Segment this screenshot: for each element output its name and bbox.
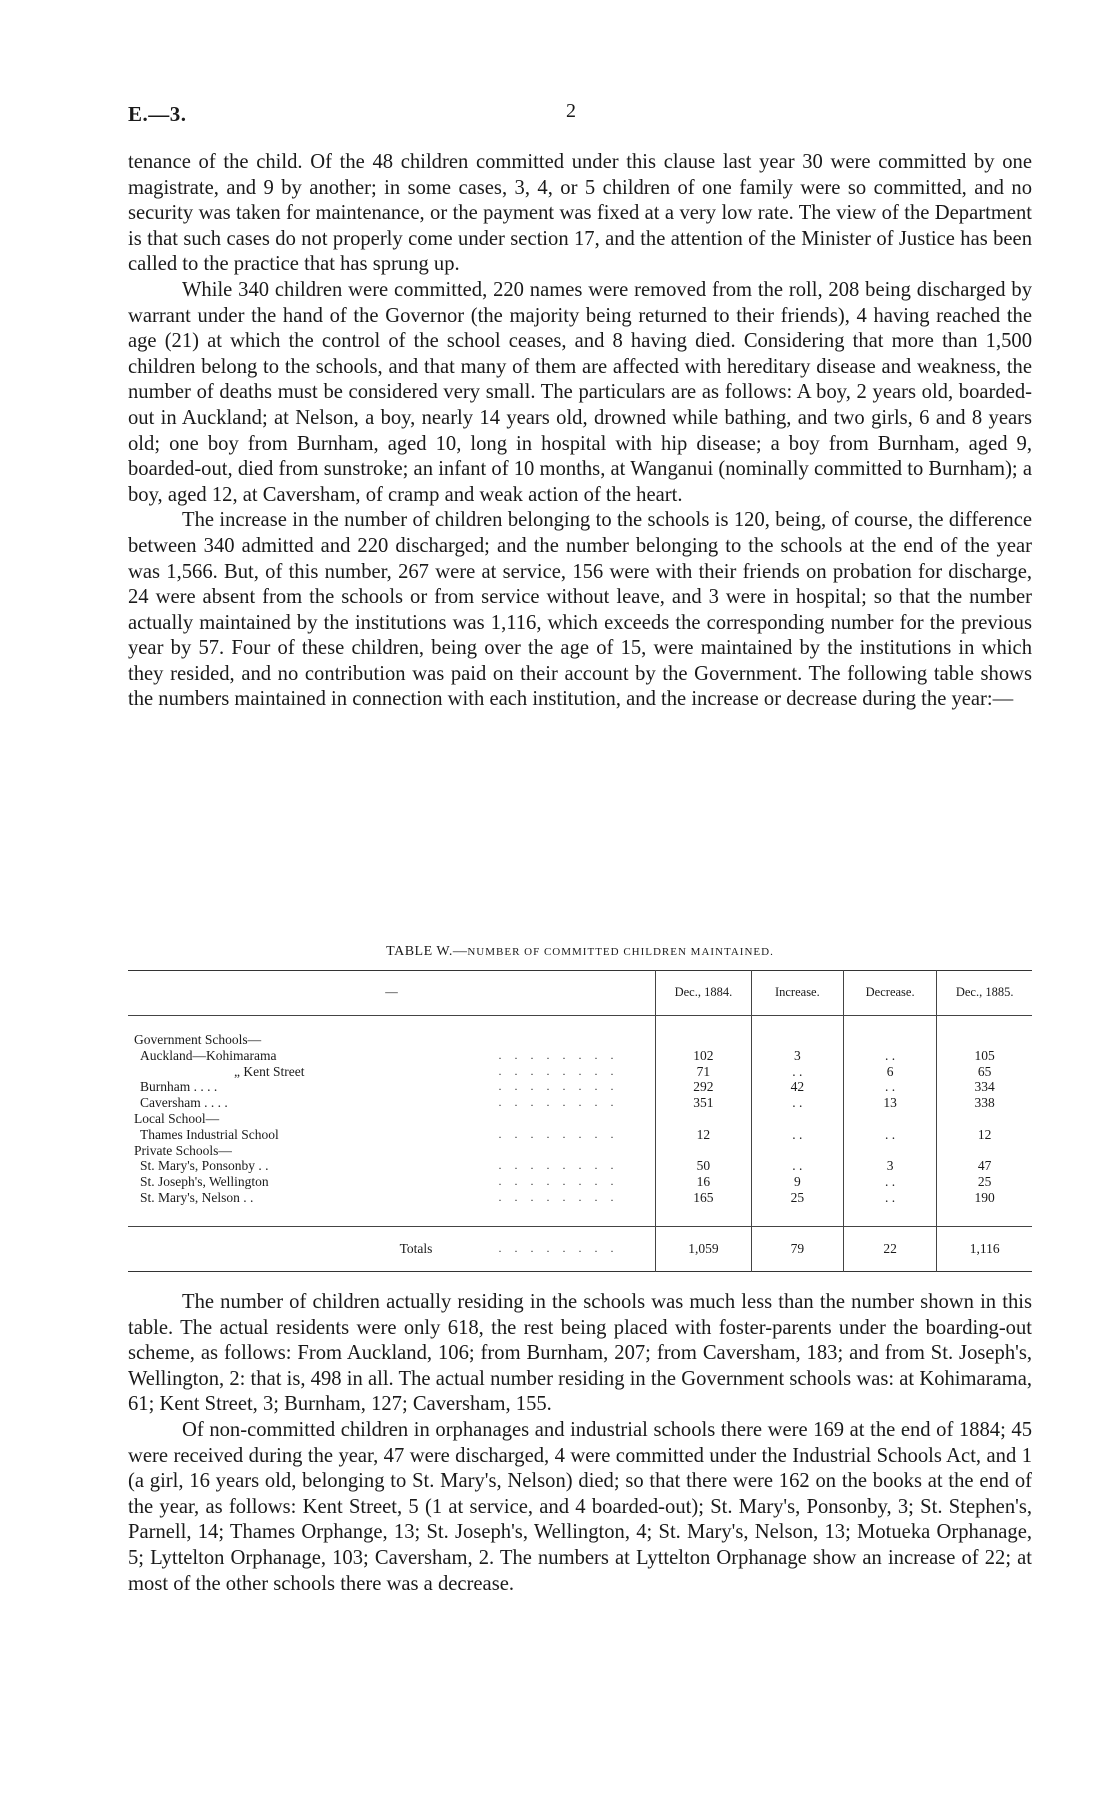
row-label: „ Kent Street	[234, 1063, 305, 1079]
table-row	[128, 1143, 1032, 1159]
leader-dots: . . . . . . . .	[498, 1174, 619, 1189]
text-block-top	[128, 150, 1032, 713]
cell-dec-1884	[656, 1032, 752, 1048]
cell-increase: 25	[751, 1190, 843, 1206]
paragraph: tenance of the child. Of the 48 children committed under this clause last year 30 were committed by one magistrate, and 9 by another; in some cases, 3, 4, or 5 children of one family were so committed, and no security was taken for maintenance, or the payment was fixed at a very low rate. The view of the Department is that such cases do not properly come under section 17, and the attention of the Minister of Justice has been called to the practice that has sprung up.	[128, 151, 1032, 276]
table-spacer-row	[128, 1206, 1032, 1227]
cell-dec-1884	[656, 1143, 752, 1159]
total-increase: 79	[751, 1226, 843, 1271]
cell-increase	[751, 1032, 843, 1048]
leader-dots: . . . . . . . .	[498, 1047, 619, 1062]
table-caption	[128, 944, 1032, 960]
column-header-increase: Increase.	[751, 971, 843, 1016]
table-row	[128, 1064, 1032, 1080]
cell-decrease	[843, 1143, 936, 1159]
table-totals	[128, 1226, 1032, 1271]
cell-dec-1885: 334	[937, 1079, 1032, 1095]
series-reference: E.—3.	[128, 102, 187, 126]
row-label: St. Mary's, Nelson . .	[140, 1189, 254, 1205]
total-dec-1885: 1,116	[937, 1226, 1032, 1271]
row-label: Caversham . . . .	[140, 1095, 228, 1111]
column-header-dec-1884: Dec., 1884.	[656, 971, 752, 1016]
cell-dec-1885	[937, 1032, 1032, 1048]
table-spacer-row	[128, 1016, 1032, 1033]
cell-increase: . .	[751, 1158, 843, 1174]
table-row	[128, 1111, 1032, 1127]
cell-increase: 9	[751, 1174, 843, 1190]
table-row	[128, 1079, 1032, 1095]
cell-increase	[751, 1111, 843, 1127]
paragraph: The increase in the number of children belonging to the schools is 120, being, of course, the difference between 340 admitted and 220 discharged; and the number belonging to the schools at the end of the year was 1,566. But, of this number, 267 were at service, 156 were with their friends on probation for discharge, 24 were absent from the schools or from service without leave, and 3 were in hospital; so that the number actually maintained by the institutions was 1,116, which exceeds the corresponding number for the previous year by 57. Four of these children, being over the age of 15, were maintained by the institutions in which they resided, and no contribution was paid on their account by the Government. The following table shows the numbers maintained in connection with each institution, and the increase or decrease during the year:—	[128, 509, 1032, 711]
table-row	[128, 1158, 1032, 1174]
leader-dots	[492, 1032, 655, 1048]
cell-increase: . .	[751, 1095, 843, 1111]
row-label: Local School—	[134, 1110, 220, 1126]
leader-dots: . . . . . . . .	[498, 1158, 619, 1173]
cell-decrease: . .	[843, 1079, 936, 1095]
cell-decrease: . .	[843, 1174, 936, 1190]
cell-dec-1885: 25	[937, 1174, 1032, 1190]
cell-increase: . .	[751, 1064, 843, 1080]
cell-dec-1884: 71	[656, 1064, 752, 1080]
row-label: St. Mary's, Ponsonby . .	[140, 1158, 269, 1174]
cell-decrease: . .	[843, 1190, 936, 1206]
paragraph: While 340 children were committed, 220 names were removed from the roll, 208 being discharged by warrant under the hand of the Governor (the majority being returned to their friends), 4 having reached the age (21) at which the control of the school ceases, and 8 having died. Considering that more than 1,500 children belong to the schools, and that many of them are affected with hereditary disease and weakness, the number of deaths must be considered very small. The particulars are as follows: A boy, 2 years old, boarded-out in Auckland; at Nelson, a boy, nearly 14 years old, drowned while bathing, and two girls, 6 and 8 years old; one boy from Burnham, aged 10, long in hospital with hip disease; a boy from Burnham, aged 9, boarded-out, died from sunstroke; an infant of 10 months, at Wanganui (nominally committed to Burnham); a boy, aged 12, at Caversham, of cramp and weak action of the heart.	[128, 278, 1032, 506]
cell-dec-1884: 16	[656, 1174, 752, 1190]
row-label: Thames Industrial School	[140, 1126, 279, 1142]
leader-dots	[492, 1111, 655, 1127]
leader-dots: . . . . . . . .	[498, 1189, 619, 1204]
leader-dots: . . . . . . . .	[498, 1063, 619, 1078]
column-header-label: —	[385, 985, 398, 1000]
leader-dots: . . . . . . . .	[498, 1079, 619, 1094]
cell-decrease: 3	[843, 1158, 936, 1174]
row-label: Auckland—Kohimarama	[140, 1047, 277, 1063]
cell-dec-1885: 65	[937, 1064, 1032, 1080]
cell-dec-1885	[937, 1143, 1032, 1159]
paragraph: Of non-committed children in orphanages and industrial schools there were 169 at the end of 1884; 45 were received during the year, 47 were discharged, 4 were committed under the Industrial Schools Act, and 1 (a girl, 16 years old, belonging to St. Mary's, Nelson) died; so that there were 162 on the books at the end of the year, as follows: Kent Street, 5 (1 at service, and 4 boarded-out); St. Mary's, Ponsonby, 3; St. Stephen's, Parnell, 14; Thames Orphange, 13; St. Joseph's, Wellington, 4; St. Mary's, Nelson, 13; Motueka Orphanage, 5; Lyttelton Orphanage, 103; Caversham, 2. The numbers at Lyttelton Orphanage show an increase of 22; at most of the other schools there was a decrease.	[128, 1418, 1032, 1595]
leader-dots: . . . . . . . .	[498, 1095, 619, 1110]
table-caption-prefix: TABLE W.—	[386, 944, 468, 959]
table-body	[128, 1016, 1032, 1227]
cell-dec-1884: 102	[656, 1048, 752, 1064]
table-row	[128, 1032, 1032, 1048]
cell-increase	[751, 1143, 843, 1159]
cell-decrease	[843, 1032, 936, 1048]
row-label: Burnham . . . .	[140, 1079, 218, 1095]
column-header-decrease: Decrease.	[843, 971, 936, 1016]
page-number: 2	[566, 100, 576, 122]
row-label: St. Joseph's, Wellington	[140, 1174, 269, 1190]
row-label: Government Schools—	[134, 1032, 262, 1047]
table-row	[128, 1048, 1032, 1064]
cell-dec-1884: 351	[656, 1095, 752, 1111]
cell-decrease: . .	[843, 1048, 936, 1064]
cell-increase: 3	[751, 1048, 843, 1064]
totals-label: Totals	[399, 1240, 433, 1256]
table-totals-row	[128, 1226, 1032, 1271]
cell-decrease: 6	[843, 1064, 936, 1080]
column-header-dec-1885: Dec., 1885.	[937, 971, 1032, 1016]
text-block-bottom	[128, 1290, 1032, 1597]
cell-dec-1885: 338	[937, 1095, 1032, 1111]
table-row	[128, 1190, 1032, 1206]
leader-dots: . . . . . . . .	[498, 1126, 619, 1141]
cell-dec-1885: 47	[937, 1158, 1032, 1174]
cell-decrease: 13	[843, 1095, 936, 1111]
cell-decrease: . .	[843, 1127, 936, 1143]
table-caption-title: NUMBER OF COMMITTED CHILDREN MAINTAINED.	[467, 946, 774, 958]
total-decrease: 22	[843, 1226, 936, 1271]
cell-dec-1884	[656, 1111, 752, 1127]
cell-increase: . .	[751, 1127, 843, 1143]
cell-dec-1885: 12	[937, 1127, 1032, 1143]
cell-decrease	[843, 1111, 936, 1127]
table-row	[128, 1127, 1032, 1143]
cell-dec-1885: 105	[937, 1048, 1032, 1064]
leader-dots: . . . . . . . .	[498, 1240, 619, 1255]
paragraph: The number of children actually residing in the schools was much less than the number shown in this table. The actual residents were only 618, the rest being placed with foster-parents under the boarding-out scheme, as follows: From Auckland, 106; from Burnham, 207; from Caversham, 183; and from St. Joseph's, Wellington, 2: that is, 498 in all. The actual number residing in the Government schools was: at Kohimarama, 61; Kent Street, 3; Burnham, 127; Caversham, 155.	[128, 1291, 1032, 1416]
table-row	[128, 1174, 1032, 1190]
cell-increase: 42	[751, 1079, 843, 1095]
total-dec-1884: 1,059	[656, 1226, 752, 1271]
cell-dec-1885: 190	[937, 1190, 1032, 1206]
row-label: Private Schools—	[134, 1142, 232, 1158]
leader-dots	[492, 1143, 655, 1159]
cell-dec-1884: 292	[656, 1079, 752, 1095]
table-header-row	[128, 971, 1032, 1016]
cell-dec-1884: 50	[656, 1158, 752, 1174]
children-maintained-table	[128, 970, 1032, 1272]
table-row	[128, 1095, 1032, 1111]
cell-dec-1884: 165	[656, 1190, 752, 1206]
cell-dec-1884: 12	[656, 1127, 752, 1143]
data-table	[128, 970, 1032, 1272]
cell-dec-1885	[937, 1111, 1032, 1127]
